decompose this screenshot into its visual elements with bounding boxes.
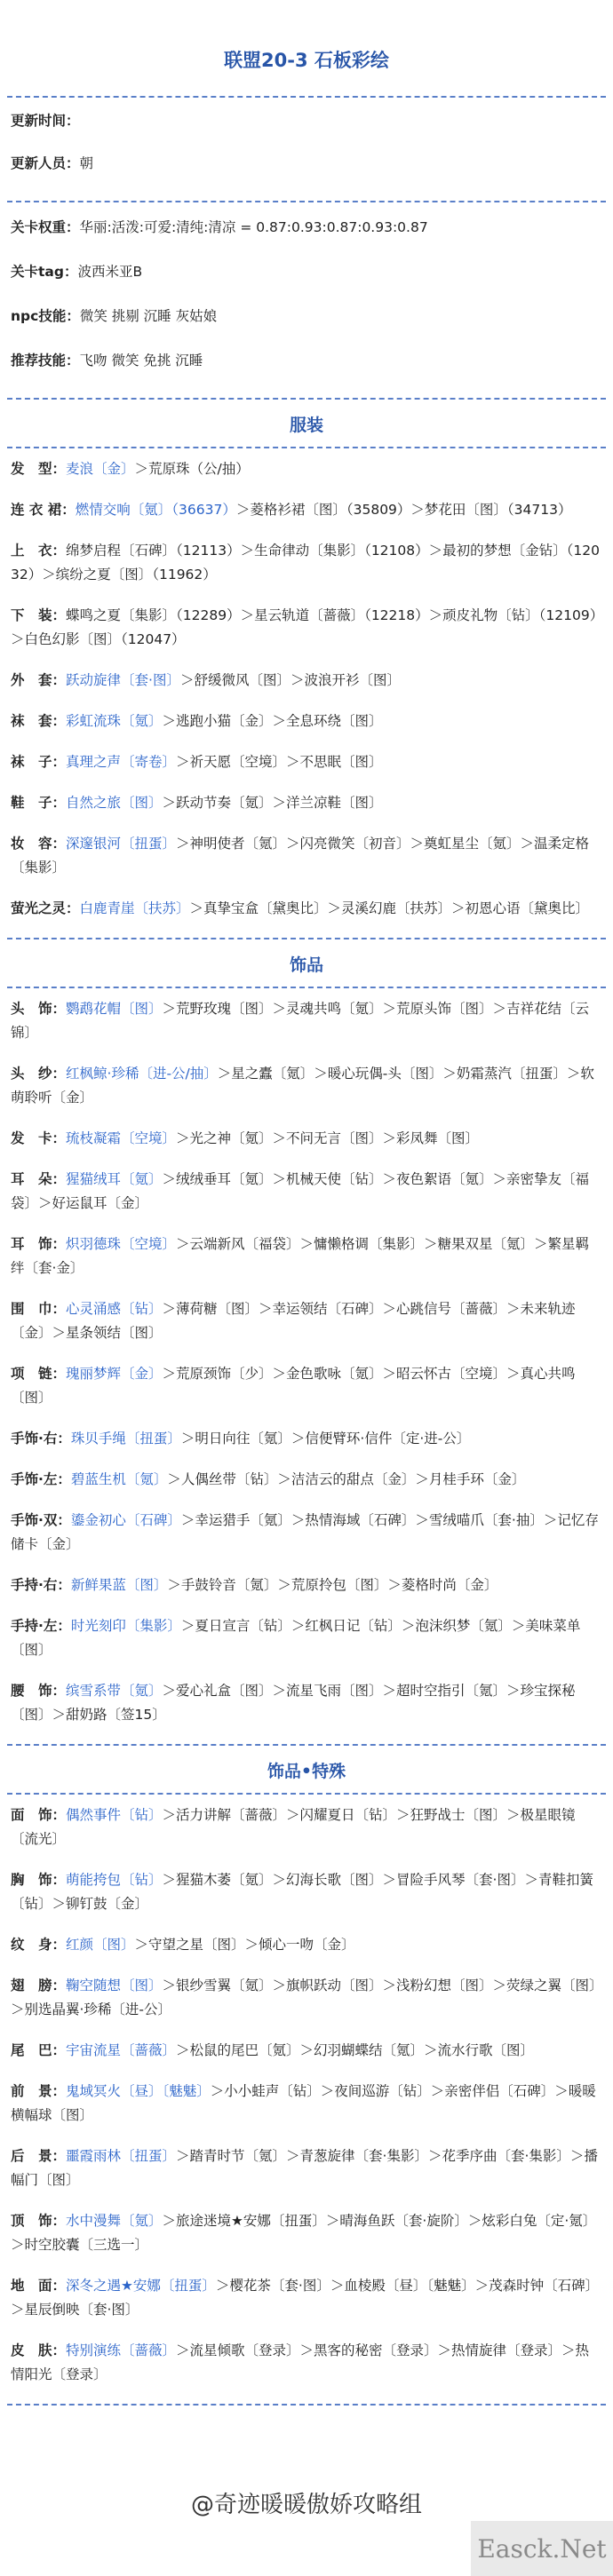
- list-item: [11, 709, 602, 733]
- list-item: [11, 1168, 602, 1216]
- recommended-skill-label: 推荐技能：: [11, 353, 80, 369]
- slot-label: 连 衣 裙：: [11, 502, 76, 518]
- slot-label: 手持·右：: [11, 1577, 71, 1593]
- npc-skill-label: npc技能：: [11, 308, 80, 324]
- slot-label: 顶 饰：: [11, 2213, 67, 2229]
- list-item: [11, 997, 602, 1045]
- top-pick-item: 瑰丽梦辉〔金〕: [66, 1366, 163, 1382]
- section-title: 饰品•特殊: [267, 1762, 346, 1781]
- list-item: [11, 1868, 602, 1916]
- top-pick-item: 彩虹流珠〔氪〕: [66, 713, 163, 729]
- top-pick-item: 深邃银河〔扭蛋〕: [66, 836, 177, 852]
- list-item: [11, 2080, 602, 2128]
- top-pick-item: 自然之旅〔图〕: [66, 795, 163, 811]
- top-pick-item: 鹦鹉花帽〔图〕: [66, 1001, 163, 1017]
- list-item: [11, 1679, 602, 1727]
- alternative-items: ＞樱花茶〔套·图〕＞血棱殿〔昼〕〔魅魅〕＞茂森时钟〔石碑〕＞星辰倒映〔套·图〕: [11, 2278, 600, 2318]
- top-pick-item: 深冬之遇★安娜〔扭蛋〕: [66, 2278, 216, 2294]
- slot-label: 头 纱：: [11, 1066, 67, 1082]
- alternative-items: ＞活力讲解〔蔷薇〕＞闪耀夏日〔钻〕＞狂野战士〔图〕＞极星眼镜〔流光〕: [11, 1807, 576, 1847]
- alternative-items: ＞流星倾歌〔登录〕＞黑客的秘密〔登录〕＞热情旋律〔登录〕＞热情阳光〔登录〕: [11, 2342, 590, 2382]
- list-item: [11, 1509, 602, 1557]
- top-pick-item: 琉枝凝霜〔空境〕: [66, 1130, 177, 1146]
- alternative-items: ＞松鼠的尾巴〔氪〕＞幻羽蝴蝶结〔氪〕＞流水行歌〔图〕: [176, 2042, 535, 2058]
- slot-label: 手持·左：: [11, 1618, 71, 1634]
- tag-label: 关卡tag：: [11, 264, 78, 280]
- top-pick-item: 噩霞雨林〔扭蛋〕: [66, 2148, 177, 2164]
- top-pick-item: 碧蓝生机〔氪〕: [70, 1471, 168, 1487]
- slot-label: 腰 饰：: [11, 1683, 67, 1699]
- tag-row: [11, 261, 602, 282]
- recommended-skill-row: [11, 350, 602, 371]
- list-item: [11, 1803, 602, 1851]
- weights-row: [11, 217, 602, 238]
- list-item: [11, 1297, 602, 1345]
- slot-label: 手饰·左：: [11, 1471, 71, 1487]
- top-pick-item: 红枫鲸·珍稀〔进-公/抽〕: [66, 1066, 218, 1082]
- list-item: [11, 1614, 602, 1662]
- slot-label: 妆 容：: [11, 836, 67, 852]
- top-pick-item: 鬼域冥火〔昼〕〔魅魅〕: [66, 2083, 211, 2099]
- slot-label: 耳 饰：: [11, 1236, 67, 1252]
- list-item: [11, 2039, 602, 2063]
- list-item: [11, 2274, 602, 2322]
- site-watermark: Easck.Net: [471, 2521, 613, 2576]
- alternative-items: ＞荒原珠（公/抽）: [134, 461, 250, 477]
- list-item: [11, 1233, 602, 1280]
- top-pick-item: 猩猫绒耳〔氪〕: [66, 1171, 163, 1187]
- alternative-items: ＞踏青时节〔氪〕＞青葱旋律〔套·集影〕＞花季序曲〔套·集影〕＞播幅门〔图〕: [11, 2148, 598, 2188]
- alternative-items: ＞夏日宣言〔钻〕＞红枫日记〔钻〕＞泡沫织梦〔氪〕＞美味菜单〔图〕: [11, 1618, 581, 1658]
- item-list: [7, 988, 606, 1727]
- list-item: [11, 832, 602, 880]
- slot-label: 萤光之灵：: [11, 900, 80, 916]
- slot-label: 下 装：: [11, 607, 67, 623]
- top-pick-item: 鞠空随想〔图〕: [66, 1978, 163, 1993]
- list-item: [11, 669, 602, 693]
- alternative-items: ＞薄荷糖〔图〕＞幸运领结〔石碑〕＞心跳信号〔蔷薇〕＞未来轨迹〔金〕＞星条领结〔图〕: [11, 1301, 576, 1341]
- alternative-items: ＞守望之星〔图〕＞倾心一吻〔金〕: [134, 1937, 355, 1953]
- list-item: [11, 750, 602, 774]
- divider: [7, 2404, 606, 2406]
- updater-label: 更新人员：: [11, 155, 80, 171]
- top-pick-item: 麦浪〔金〕: [66, 461, 135, 477]
- update-time-label: 更新时间：: [11, 113, 80, 129]
- top-pick-item: 鎏金初心〔石碑〕: [70, 1512, 181, 1528]
- top-pick-item: 白鹿青崖〔扶苏〕: [79, 900, 190, 916]
- list-item: [11, 1062, 602, 1110]
- list-item: [11, 1933, 602, 1957]
- recommended-skill-value: 飞吻 微笑 免挑 沉睡: [79, 353, 203, 369]
- list-item: [11, 791, 602, 815]
- list-item: [11, 1127, 602, 1151]
- section-title: 饰品: [289, 955, 323, 975]
- slot-label: 手饰·双：: [11, 1512, 71, 1528]
- item-list: [7, 448, 606, 921]
- list-item: [11, 897, 602, 921]
- top-pick-item: 水中漫舞〔氪〕: [66, 2213, 163, 2229]
- slot-label: 纹 身：: [11, 1937, 67, 1953]
- npc-skill-row: [11, 305, 602, 327]
- slot-label: 耳 朵：: [11, 1171, 67, 1187]
- list-item: [11, 539, 602, 587]
- list-item: [11, 1468, 602, 1492]
- alternative-items: ＞旅途迷境★安娜〔扭蛋〕＞晴海鱼跃〔套·旋阶〕＞炫彩白兔〔定·氪〕＞时空胶囊〔三选一〕: [11, 2213, 597, 2253]
- slot-label: 前 景：: [11, 2083, 67, 2099]
- weights-value: 华丽:活泼:可爱:清纯:清凉 = 0.87:0.93:0.87:0.93:0.87: [79, 219, 428, 235]
- slot-label: 项 链：: [11, 1366, 67, 1382]
- meta-block: [7, 98, 606, 201]
- alternative-items: ＞祈天愿〔空境〕＞不思眠〔图〕: [176, 754, 383, 770]
- slot-label: 上 衣：: [11, 543, 67, 559]
- top-pick-item: 萌能挎包〔钻〕: [66, 1872, 163, 1888]
- list-item: [11, 498, 602, 522]
- list-item: [11, 1974, 602, 2022]
- sections-container: [7, 398, 606, 2406]
- top-pick-item: 炽羽德珠〔空境〕: [66, 1236, 177, 1252]
- slot-label: 围 巾：: [11, 1301, 67, 1317]
- alternative-items: ＞荒原颈饰〔少〕＞金色歌咏〔氪〕＞昭云怀古〔空境〕＞真心共鸣〔图〕: [11, 1366, 576, 1406]
- slot-label: 外 套：: [11, 672, 67, 688]
- list-item: [11, 1362, 602, 1410]
- updater-row: [11, 153, 602, 174]
- updater-value: 朝: [79, 155, 94, 171]
- alternative-items: 绵梦启程〔石碑〕（12113）＞生命律动〔集影〕（12108）＞最初的梦想〔金钻〕（12032）＞缤纷之夏〔图〕（11962）: [11, 543, 600, 583]
- item-list: [7, 1795, 606, 2387]
- slot-label: 头 饰：: [11, 1001, 67, 1017]
- alternative-items: ＞荒野玫瑰〔图〕＞灵魂共鸣〔氪〕＞荒原头饰〔图〕＞吉祥花结〔云锦〕: [11, 1001, 590, 1041]
- alternative-items: ＞神明使者〔氪〕＞闪亮微笑〔初音〕＞奠虹星尘〔氪〕＞温柔定格〔集影〕: [11, 836, 590, 876]
- list-item: [11, 1427, 602, 1451]
- alternative-items: ＞云端新风〔福袋〕＞慵懒格调〔集影〕＞糖果双星〔氪〕＞繁星羁绊〔套·金〕: [11, 1236, 590, 1276]
- top-pick-item: 真理之声〔寄卷〕: [66, 754, 177, 770]
- alternative-items: ＞绒绒垂耳〔氪〕＞机械天使〔钻〕＞夜色絮语〔氪〕＞亲密挚友〔福袋〕＞好运鼠耳〔金〕: [11, 1171, 590, 1211]
- author-signature: @奇迹暖暖傲娇攻略组: [190, 2492, 422, 2518]
- slot-label: 发 卡：: [11, 1130, 67, 1146]
- alternative-items: ＞猩猫木萎〔氪〕＞幻海长歌〔图〕＞冒险手风琴〔套·图〕＞青鞋扣簧〔钻〕＞铆钉鼓〔金〕: [11, 1872, 593, 1912]
- top-pick-item: 特别演练〔蔷薇〕: [66, 2342, 177, 2358]
- alternative-items: ＞真挚宝盒〔黛奥比〕＞灵溪幻鹿〔扶苏〕＞初恩心语〔黛奥比〕: [189, 900, 590, 916]
- top-pick-item: 偶然事件〔钻〕: [66, 1807, 163, 1823]
- top-pick-item: 跃动旋律〔套·图〕: [66, 672, 180, 688]
- level-info-block: [7, 202, 606, 398]
- top-pick-item: 红颜〔图〕: [66, 1937, 135, 1953]
- list-item: [11, 1573, 602, 1597]
- alternative-items: ＞舒缓微风〔图〕＞波浪开衫〔图〕: [179, 672, 401, 688]
- top-pick-item: 宇宙流星〔蔷薇〕: [66, 2042, 177, 2058]
- update-time-row: [11, 110, 602, 131]
- top-pick-item: 燃情交响〔氪〕（36637）: [75, 502, 236, 518]
- slot-label: 袜 子：: [11, 754, 67, 770]
- top-pick-item: 心灵涌感〔钻〕: [66, 1301, 163, 1317]
- alternative-items: 蝶鸣之夏〔集影〕（12289）＞星云轨道〔蔷薇〕（12218）＞顽皮礼物〔钻〕（12109）＞白色幻影〔图〕（12047）: [11, 607, 597, 647]
- list-item: [11, 2144, 602, 2192]
- alternative-items: ＞银纱雪翼〔氪〕＞旗帜跃动〔图〕＞浅粉幻想〔图〕＞荧绿之翼〔图〕＞别选晶翼·珍稀〔进-公〕: [11, 1978, 596, 2017]
- weights-label: 关卡权重：: [11, 219, 80, 235]
- slot-label: 胸 饰：: [11, 1872, 67, 1888]
- tag-value: 波西米亚B: [77, 264, 143, 280]
- slot-label: 发 型：: [11, 461, 67, 477]
- alternative-items: ＞逃跑小猫〔金〕＞全息环绕〔图〕: [162, 713, 383, 729]
- top-pick-item: 缤雪系带〔氪〕: [66, 1683, 163, 1699]
- slot-label: 尾 巴：: [11, 2042, 67, 2058]
- alternative-items: ＞跃动节奏〔氪〕＞洋兰凉鞋〔图〕: [162, 795, 383, 811]
- slot-label: 后 景：: [11, 2148, 67, 2164]
- alternative-items: ＞菱格衫裙〔图〕（35809）＞梦花田〔图〕（34713）: [235, 502, 572, 518]
- alternative-items: ＞小小蛙声〔钻〕＞夜间巡游〔钻〕＞亲密伴侣〔石碑〕＞暖暖横幅球〔图〕: [11, 2083, 596, 2123]
- top-pick-item: 珠贝手绳〔扭蛋〕: [70, 1431, 181, 1447]
- slot-label: 袜 套：: [11, 713, 67, 729]
- slot-label: 面 饰：: [11, 1807, 67, 1823]
- section-title: 服装: [289, 416, 323, 435]
- slot-label: 手饰·右：: [11, 1431, 71, 1447]
- alternative-items: ＞爱心礼盒〔图〕＞流星飞雨〔图〕＞超时空指引〔氪〕＞珍宝探秘〔图〕＞甜奶路〔签15〕: [11, 1683, 576, 1723]
- alternative-items: ＞明日向往〔氪〕＞信便臂环·信件〔定·进-公〕: [180, 1431, 471, 1447]
- slot-label: 翅 膀：: [11, 1978, 67, 1993]
- slot-label: 地 面：: [11, 2278, 67, 2294]
- alternative-items: ＞光之神〔氪〕＞不问无言〔图〕＞彩凤舞〔图〕: [176, 1130, 480, 1146]
- list-item: [11, 2339, 602, 2387]
- alternative-items: ＞人偶丝带〔钻〕＞洁洁云的甜点〔金〕＞月桂手环〔金〕: [167, 1471, 526, 1487]
- page-title: 联盟20-3 石板彩绘: [224, 50, 389, 71]
- slot-label: 皮 肤：: [11, 2342, 67, 2358]
- slot-label: 鞋 子：: [11, 795, 67, 811]
- list-item: [11, 457, 602, 481]
- list-item: [11, 2209, 602, 2257]
- alternative-items: ＞星之蠹〔氪〕＞暖心玩偶-头〔图〕＞奶霜蒸汽〔扭蛋〕＞软萌聆听〔金〕: [11, 1066, 594, 1106]
- npc-skill-value: 微笑 挑剔 沉睡 灰姑娘: [79, 308, 218, 324]
- top-pick-item: 新鲜果蓝〔图〕: [70, 1577, 168, 1593]
- top-pick-item: 时光刻印〔集影〕: [70, 1618, 181, 1634]
- list-item: [11, 604, 602, 652]
- alternative-items: ＞手鼓铃音〔氪〕＞荒原拎包〔图〕＞菱格时尚〔金〕: [167, 1577, 498, 1593]
- alternative-items: ＞幸运猎手〔氪〕＞热情海域〔石碑〕＞雪绒喵爪〔套·抽〕＞记忆存储卡〔金〕: [11, 1512, 599, 1552]
